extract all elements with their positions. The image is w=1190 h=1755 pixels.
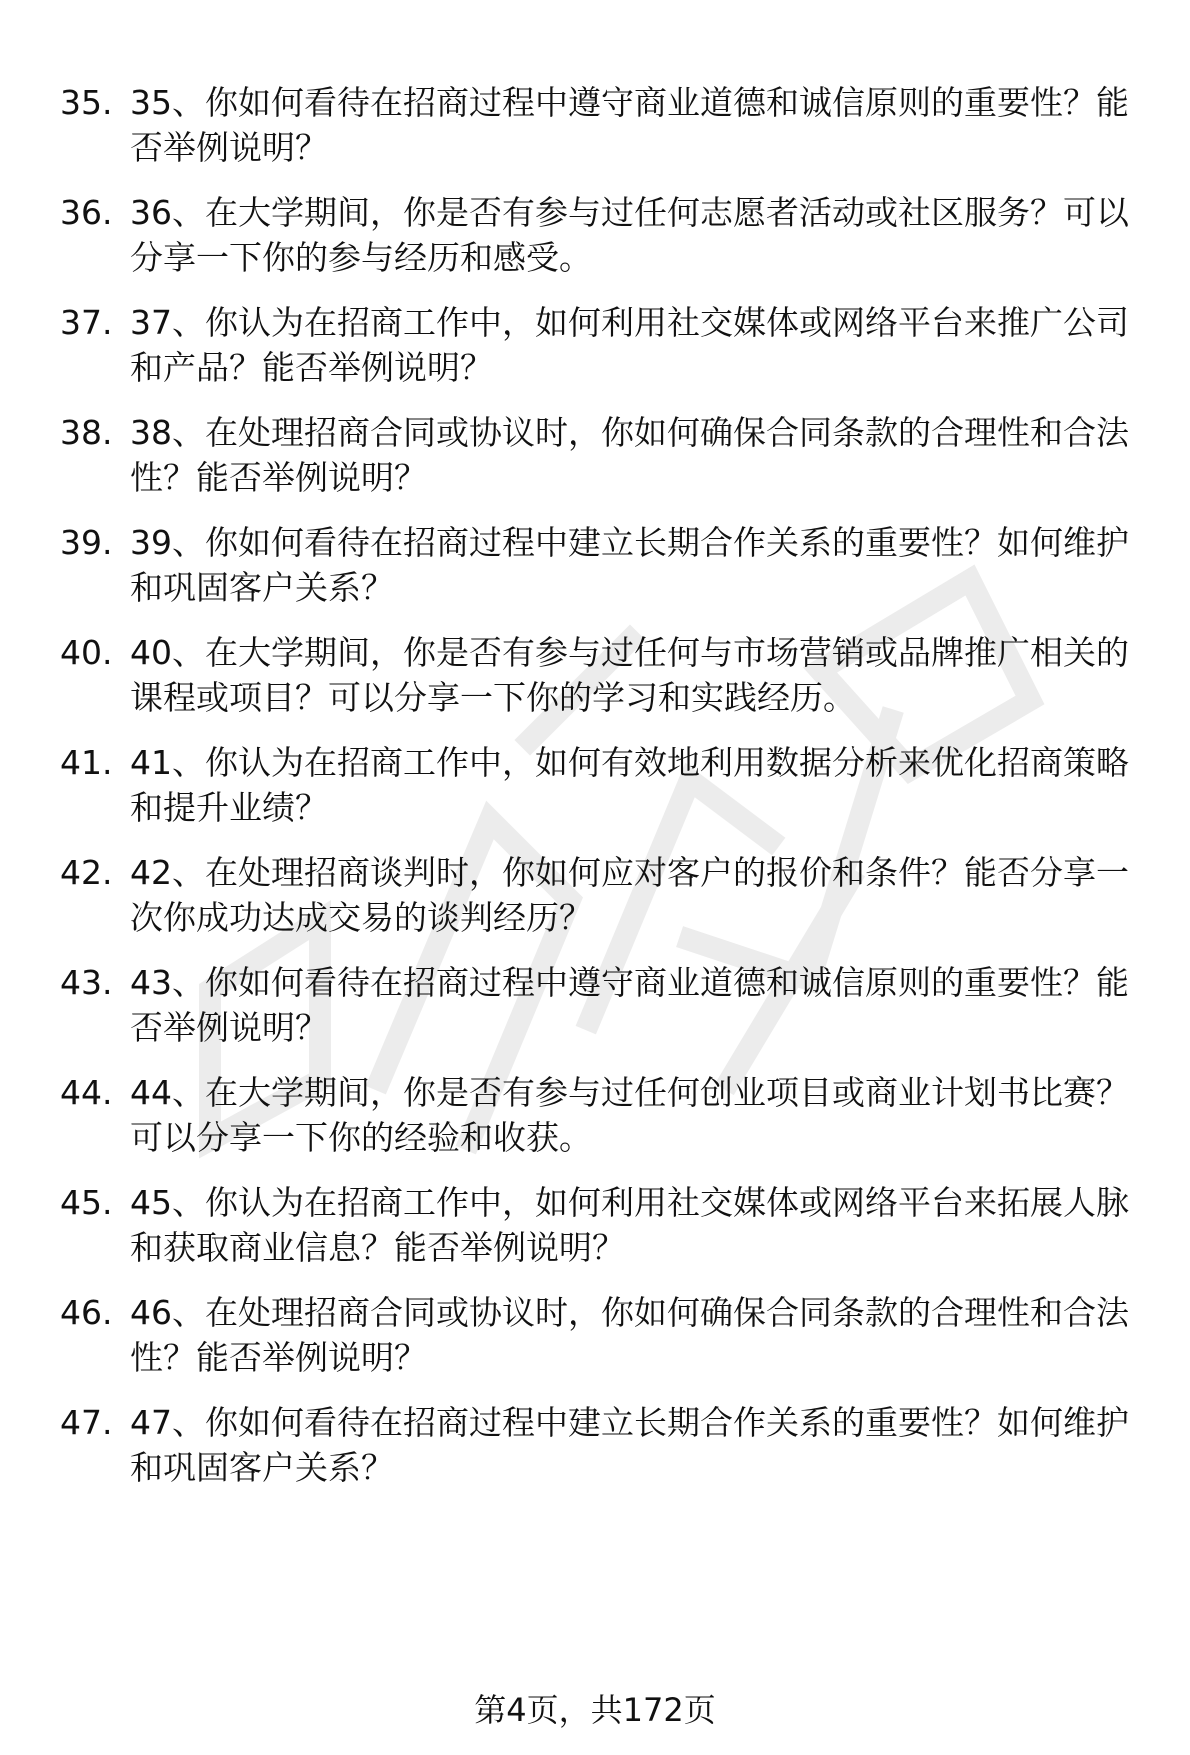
question-item — [60, 1070, 1160, 1160]
question-item — [60, 520, 1160, 610]
question-text: 45、你认为在招商工作中，如何利用社交媒体或网络平台来拓展人脉和获取商业信息？能否举例说明？ — [130, 1183, 1129, 1267]
question-text: 37、你认为在招商工作中，如何利用社交媒体或网络平台来推广公司和产品？能否举例说明？ — [130, 303, 1129, 387]
question-item — [60, 1290, 1160, 1380]
question-text: 46、在处理招商合同或协议时，你如何确保合同条款的合理性和合法性？能否举例说明？ — [130, 1293, 1129, 1377]
question-number: 38. — [60, 413, 113, 452]
question-number: 46. — [60, 1293, 113, 1332]
question-number: 42. — [60, 853, 113, 892]
question-text: 38、在处理招商合同或协议时，你如何确保合同条款的合理性和合法性？能否举例说明？ — [130, 413, 1129, 497]
question-number: 45. — [60, 1183, 113, 1222]
question-item — [60, 1400, 1160, 1490]
question-text: 39、你如何看待在招商过程中建立长期合作关系的重要性？如何维护和巩固客户关系？ — [130, 523, 1129, 607]
question-item — [60, 300, 1160, 390]
question-text: 47、你如何看待在招商过程中建立长期合作关系的重要性？如何维护和巩固客户关系？ — [130, 1403, 1129, 1487]
question-item — [60, 190, 1160, 280]
question-text: 36、在大学期间，你是否有参与过任何志愿者活动或社区服务？可以分享一下你的参与经历和感受。 — [130, 193, 1129, 277]
question-number: 37. — [60, 303, 113, 342]
question-item — [60, 960, 1160, 1050]
question-number: 41. — [60, 743, 113, 782]
question-item — [60, 410, 1160, 500]
page-footer — [0, 1690, 1190, 1730]
question-text: 44、在大学期间，你是否有参与过任何创业项目或商业计划书比赛？可以分享一下你的经验和收获。 — [130, 1073, 1129, 1157]
question-item — [60, 850, 1160, 940]
question-text: 40、在大学期间，你是否有参与过任何与市场营销或品牌推广相关的课程或项目？可以分享一下你的学习和实践经历。 — [130, 633, 1129, 717]
question-text: 41、你认为在招商工作中，如何有效地利用数据分析来优化招商策略和提升业绩？ — [130, 743, 1129, 827]
question-text: 35、你如何看待在招商过程中遵守商业道德和诚信原则的重要性？能否举例说明？ — [130, 83, 1129, 167]
question-item — [60, 80, 1160, 170]
question-number: 39. — [60, 523, 113, 562]
question-item — [60, 630, 1160, 720]
page-number-label: 第4页，共172页 — [474, 1691, 716, 1729]
question-text: 42、在处理招商谈判时，你如何应对客户的报价和条件？能否分享一次你成功达成交易的谈判经历？ — [130, 853, 1129, 937]
question-number: 35. — [60, 83, 113, 122]
question-number: 43. — [60, 963, 113, 1002]
question-number: 47. — [60, 1403, 113, 1442]
question-item — [60, 740, 1160, 830]
question-number: 44. — [60, 1073, 113, 1112]
question-number: 36. — [60, 193, 113, 232]
question-text: 43、你如何看待在招商过程中遵守商业道德和诚信原则的重要性？能否举例说明？ — [130, 963, 1129, 1047]
question-item — [60, 1180, 1160, 1270]
question-number: 40. — [60, 633, 113, 672]
